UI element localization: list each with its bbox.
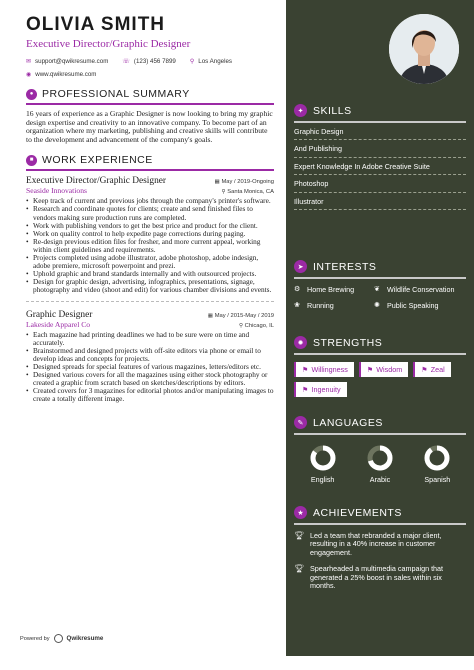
list-item: • Research and coordinate quotes for clients; create and send finished files to vendors making sure production runs are completed. bbox=[26, 205, 274, 221]
strengths-heading: STRENGTHS bbox=[313, 336, 383, 349]
email-icon: ✉ bbox=[26, 59, 32, 65]
trophy-icon: 🏆︎ bbox=[294, 530, 305, 540]
location-icon: ⚲ bbox=[221, 189, 226, 196]
bike-icon: ⚙ bbox=[294, 284, 301, 293]
section-divider bbox=[26, 169, 274, 171]
strength-label: Ingenuity bbox=[311, 384, 341, 394]
globe-icon: ◉ bbox=[26, 72, 32, 78]
brand-link[interactable]: Qwikresume bbox=[66, 635, 104, 642]
speech-icon: ✺ bbox=[374, 300, 380, 309]
strength-label: Zeal bbox=[430, 364, 445, 374]
skill-item: Illustrator bbox=[294, 193, 466, 211]
strength-tag bbox=[413, 362, 450, 377]
paper-plane-icon: ➤ bbox=[294, 260, 307, 273]
list-item: • Designed spreads for special features of various magazines, letters/editors etc. bbox=[26, 363, 274, 371]
languages-section bbox=[294, 416, 466, 484]
job-entry-2 bbox=[26, 310, 274, 404]
language-item bbox=[424, 445, 450, 484]
section-divider bbox=[294, 277, 466, 279]
language-item bbox=[310, 445, 336, 484]
calendar-icon: ▦ bbox=[214, 179, 220, 186]
profile-photo bbox=[389, 14, 459, 84]
section-divider bbox=[294, 433, 466, 435]
language-name: Spanish bbox=[424, 474, 451, 484]
achievements-section bbox=[294, 506, 466, 591]
briefcase-icon: ■ bbox=[26, 155, 37, 166]
company-name: Lakeside Apparel Co bbox=[26, 319, 91, 329]
section-divider bbox=[26, 103, 274, 105]
strength-label: Willingness bbox=[311, 364, 348, 374]
achievements-heading: ACHIEVEMENTS bbox=[313, 506, 402, 519]
website-row bbox=[26, 71, 274, 78]
location-text: Los Angeles bbox=[198, 58, 232, 65]
summary-header bbox=[26, 88, 274, 100]
chat-icon: ✎ bbox=[294, 416, 307, 429]
list-item: • Brainstormed and designed projects with off-site editors via phone or email to develop ideas and concepts for projects. bbox=[26, 347, 274, 363]
powered-by-label: Powered by bbox=[20, 635, 50, 642]
job-divider bbox=[26, 301, 274, 302]
main-column bbox=[14, 0, 286, 656]
job-bullets bbox=[26, 331, 274, 404]
list-item: • Work on quality control to help expedite page corrections during paging. bbox=[26, 230, 274, 238]
language-item bbox=[367, 445, 393, 484]
language-name: Arabic bbox=[369, 474, 391, 484]
achievement-item bbox=[294, 532, 466, 558]
lightbulb-icon: ✦ bbox=[294, 104, 307, 117]
list-item: • Work with publishing vendors to get the best price and product for the client. bbox=[26, 222, 274, 230]
avatar bbox=[389, 14, 459, 84]
strength-tag bbox=[294, 362, 354, 377]
interest-item: Wildlife Conservation bbox=[387, 284, 455, 294]
job-title: Executive Director/Graphic Designer bbox=[26, 176, 167, 187]
interests-heading: INTERESTS bbox=[313, 260, 377, 273]
summary-text: 16 years of experience as a Graphic Designer is now looking to bring my graphic design expertise and creativity to an innovative company. To become part of an organization where my marketing, publishing and creative skills will contribute to the development and advancement of the company's goals. bbox=[26, 109, 273, 144]
job-location: Santa Monica, CA bbox=[227, 189, 274, 196]
sidebar bbox=[286, 0, 474, 656]
strengths-section bbox=[294, 336, 466, 397]
list-item: • Re-design previous edition files for fresher, and more current appeal, working within client guidelines and requirements. bbox=[26, 238, 274, 254]
job-dates: May / 2019-Ongoing bbox=[221, 179, 274, 186]
flag-icon: ⚑ bbox=[366, 364, 374, 374]
skills-section bbox=[294, 104, 466, 210]
company-name: Seaside Innovations bbox=[26, 186, 87, 196]
experience-heading: WORK EXPERIENCE bbox=[42, 154, 153, 167]
location-icon: ⚲ bbox=[189, 59, 195, 65]
candidate-title: Executive Director/Graphic Designer bbox=[26, 38, 191, 50]
skill-item: Expert Knowledge In Adobe Creative Suite bbox=[294, 158, 466, 176]
flag-icon: ⚑ bbox=[302, 364, 309, 374]
email-text[interactable]: support@qwikresume.com bbox=[35, 58, 109, 65]
strength-tag bbox=[359, 362, 408, 377]
strength-icon: ✹ bbox=[294, 336, 307, 349]
calendar-icon: ▦ bbox=[207, 312, 214, 319]
strength-label: Wisdom bbox=[376, 364, 403, 374]
interest-item: Home Brewing bbox=[307, 284, 355, 294]
section-divider bbox=[294, 523, 466, 525]
list-item: • Each magazine had printing deadlines we had to be sure were on time and accurately. bbox=[26, 331, 274, 347]
interest-item: Public Speaking bbox=[387, 300, 439, 310]
footer bbox=[20, 634, 103, 643]
strength-tag bbox=[294, 382, 347, 397]
flag-icon: ⚑ bbox=[421, 364, 428, 374]
list-item: • Created covers for 3 magazines for editorial photos and/or manipulating images to create a totally different image. bbox=[26, 387, 274, 403]
language-list bbox=[294, 445, 466, 484]
leaf-icon: ❦ bbox=[374, 284, 380, 293]
languages-heading: LANGUAGES bbox=[313, 416, 383, 429]
job-entry-1 bbox=[26, 176, 274, 294]
skill-item: And Publishing bbox=[294, 140, 466, 158]
resume-page bbox=[14, 0, 474, 656]
language-level-ring bbox=[310, 445, 336, 471]
list-item: • Designed various covers for all the magazines using either stock photography or created a graphic from scratch based on sketches/descriptions by editors. bbox=[26, 371, 274, 387]
trophy-icon: ★ bbox=[294, 506, 307, 519]
achievement-text: Spearheaded a multimedia campaign that generated a 25% boost in sales within six months. bbox=[310, 563, 444, 591]
paw-icon: ❀ bbox=[294, 300, 300, 309]
job-bullets bbox=[26, 197, 274, 294]
job-title: Graphic Designer bbox=[26, 309, 93, 320]
interests-section bbox=[294, 260, 466, 310]
list-item: • Design for graphic design, advertising, infographics, presentations, signage, photography and video (shoot and edit) for various chamber divisions and events. bbox=[26, 278, 274, 294]
interest-item: Running bbox=[307, 300, 334, 310]
achievement-item bbox=[294, 565, 466, 591]
phone-text: (123) 456 7899 bbox=[133, 58, 176, 65]
phone-icon: ☏ bbox=[122, 59, 130, 65]
achievement-text: Led a team that rebranded a major client, resulting in a 40% increase in customer engagement. bbox=[310, 530, 442, 558]
skills-heading: SKILLS bbox=[313, 104, 352, 117]
section-divider bbox=[294, 353, 466, 355]
language-level-arc bbox=[427, 448, 447, 468]
qwikresume-logo-icon bbox=[54, 634, 63, 643]
flag-icon: ⚑ bbox=[302, 384, 309, 394]
website-text[interactable]: www.qwikresume.com bbox=[35, 71, 97, 78]
job-dates: May / 2015-May / 2019 bbox=[214, 312, 274, 319]
skill-item: Photoshop bbox=[294, 175, 466, 193]
skill-item: Graphic Design bbox=[294, 123, 466, 141]
job-location: Chicago, IL bbox=[244, 322, 274, 329]
language-level-ring bbox=[367, 445, 393, 471]
list-item: • Keep track of current and previous jobs through the company's printer's software. bbox=[26, 197, 274, 205]
language-level-ring bbox=[424, 445, 450, 471]
contact-row bbox=[26, 58, 274, 65]
location-icon: ⚲ bbox=[238, 322, 244, 329]
list-item: • Projects completed using adobe illustrator, adobe photoshop, adobe indesign, adobe premiere, microsoft powerpoint and prezi. bbox=[26, 254, 274, 270]
summary-heading: PROFESSIONAL SUMMARY bbox=[42, 88, 190, 100]
user-icon: ● bbox=[26, 89, 37, 100]
experience-header bbox=[26, 154, 274, 166]
list-item: • Uphold graphic and brand standards internally and with outsourced projects. bbox=[26, 270, 274, 278]
candidate-name: OLIVIA SMITH bbox=[26, 14, 166, 35]
trophy-icon: 🏆︎ bbox=[294, 563, 305, 573]
language-name: English bbox=[310, 474, 335, 484]
